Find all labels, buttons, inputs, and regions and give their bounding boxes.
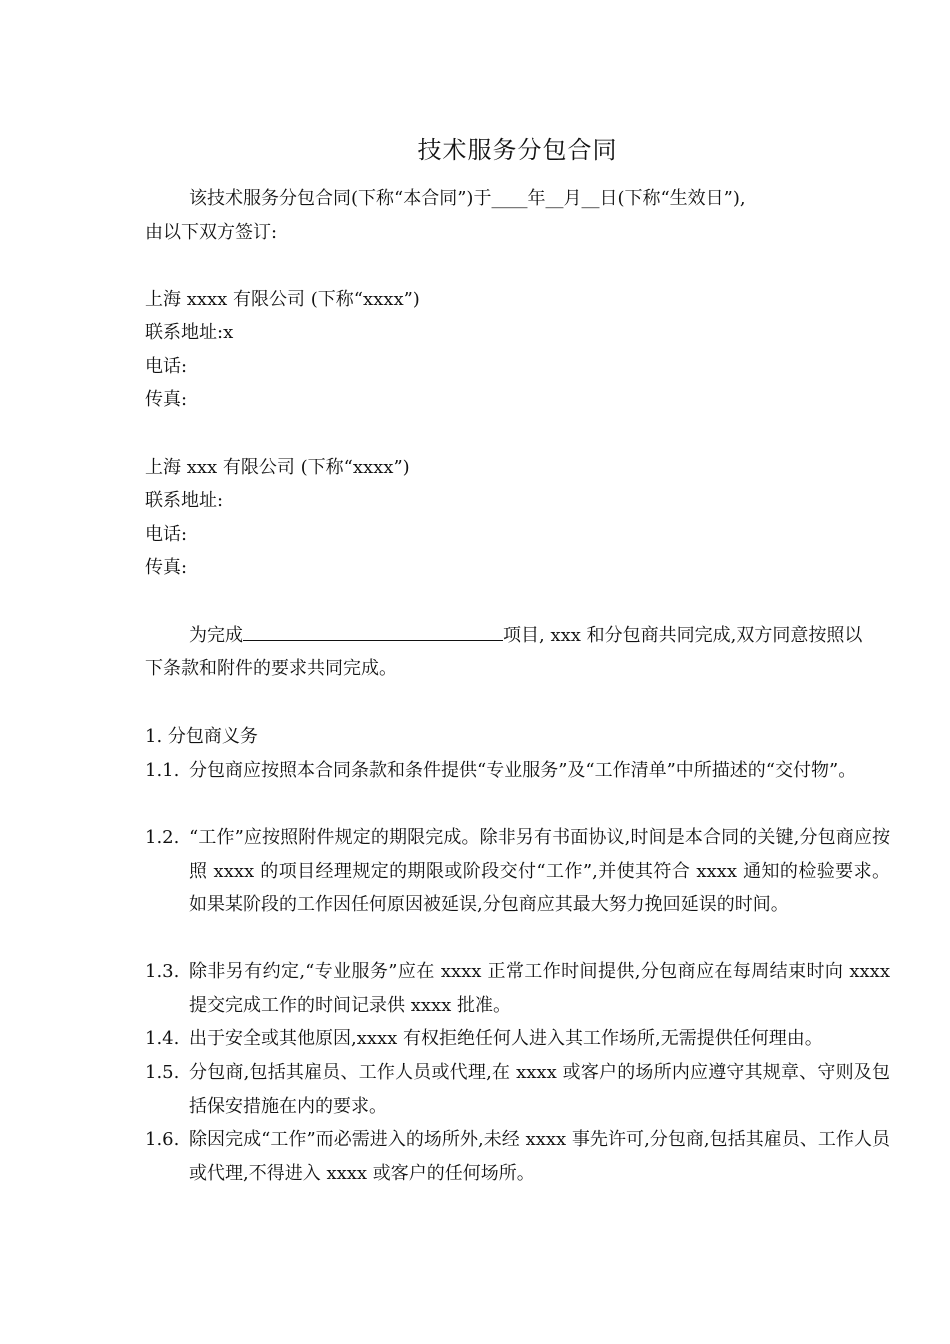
clause-text: 除因完成“工作”而必需进入的场所外,未经 xxxx 事先许可,分包商,包括其雇员、工作人员或代理,不得进入 xxxx 或客户的任何场所。 — [189, 1129, 890, 1184]
clause-number: 1.5. — [145, 1062, 180, 1083]
intro-line-2: 由以下双方签订: — [145, 222, 278, 243]
party-a-address: 联系地址:x — [145, 322, 234, 343]
clause-text: “工作”应按照附件规定的期限完成。除非另有书面协议,时间是本合同的关键,分包商应按照 xxxx 的项目经理规定的期限或阶段交付“工作”,并使其符合 xxxx 通知的检验要求。如果某阶段的工作因任何原因被延误,分包商应其最大努力挽回延误的时间。 — [189, 827, 890, 916]
purpose-suffix: 项目, xxx 和分包商共同完成,双方同意按照以 — [503, 625, 863, 646]
party-a-fax: 传真: — [145, 389, 188, 410]
clause-number: 1.6. — [145, 1129, 180, 1150]
purpose-prefix: 为完成 — [189, 625, 243, 646]
party-b-phone: 电话: — [145, 524, 188, 545]
clause-number: 1.2. — [145, 827, 180, 848]
clause-number: 1.3. — [145, 961, 180, 982]
clause-text: 除非另有约定,“专业服务”应在 xxxx 正常工作时间提供,分包商应在每周结束时向 xxxx 提交完成工作的时间记录供 xxxx 批准。 — [189, 961, 890, 1016]
party-b-address: 联系地址: — [145, 490, 224, 511]
clause-text: 分包商应按照本合同条款和条件提供“专业服务”及“工作清单”中所描述的“交付物”。 — [189, 760, 857, 781]
party-a-name: 上海 xxxx 有限公司 (下称“xxxx”) — [145, 289, 420, 310]
party-b-fax: 传真: — [145, 557, 188, 578]
clause-number: 1.1. — [145, 760, 180, 781]
section-1-heading: 1. 分包商义务 — [145, 726, 258, 747]
clause-text: 分包商,包括其雇员、工作人员或代理,在 xxxx 或客户的场所内应遵守其规章、守则及包括保安措施在内的要求。 — [189, 1062, 890, 1117]
purpose-line-2: 下条款和附件的要求共同完成。 — [145, 658, 397, 679]
clause-text: 出于安全或其他原因,xxxx 有权拒绝任何人进入其工作场所,无需提供任何理由。 — [189, 1028, 823, 1049]
document-title: 技术服务分包合同 — [417, 136, 618, 164]
party-a-phone: 电话: — [145, 356, 188, 377]
clause-number: 1.4. — [145, 1028, 180, 1049]
party-b-name: 上海 xxx 有限公司 (下称“xxxx”) — [145, 457, 410, 478]
project-name-blank — [243, 621, 503, 641]
intro-line-1: 该技术服务分包合同(下称“本合同”)于____年__月__日(下称“生效日”), — [189, 188, 746, 209]
purpose-line-1 — [189, 619, 862, 653]
